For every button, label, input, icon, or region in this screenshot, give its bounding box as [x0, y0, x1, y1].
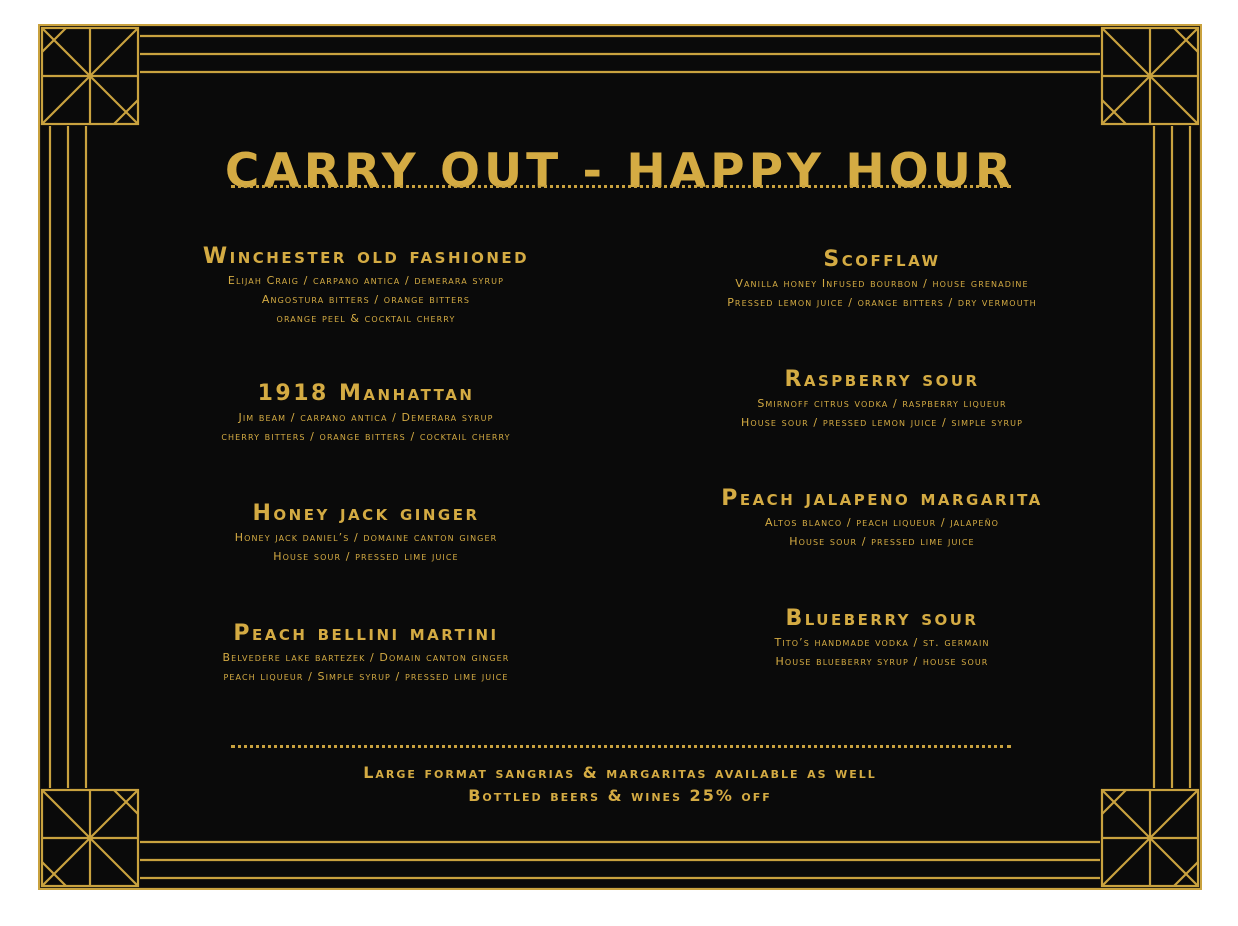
drink-ingredients: orange peel & cocktail cherry — [276, 312, 456, 325]
drink-name: Winchester old fashioned — [202, 244, 530, 269]
drink-ingredients: cherry bitters / orange bitters / cocktail cherry — [221, 430, 511, 443]
drink-ingredients: House sour / pressed lime juice — [789, 535, 975, 548]
drink-peach-jalapeno-margarita — [622, 485, 1142, 551]
drink-name: Honey jack ginger — [252, 501, 480, 526]
drink-name: Peach jalapeno margarita — [721, 486, 1043, 511]
dotted-divider-bottom — [231, 745, 1011, 748]
drink-ingredients: peach liqueur / Simple syrup / pressed lime juice — [223, 670, 509, 683]
drink-ingredients: House blueberry syrup / house sour — [775, 655, 989, 668]
drink-ingredients: Pressed lemon juice / orange bitters / dry vermouth — [727, 296, 1037, 309]
footer-note — [38, 761, 1202, 807]
footer-line-bottled: Bottled beers & wines 25% off — [468, 786, 772, 805]
corner-ornament-top-right — [1102, 28, 1198, 124]
drink-name: 1918 Manhattan — [257, 381, 475, 406]
drink-peach-bellini-martini — [106, 620, 626, 686]
drink-ingredients: Altos blanco / peach liqueur / jalapeño — [764, 516, 1000, 529]
drink-ingredients: Vanilla honey Infused bourbon / house grenadine — [735, 277, 1029, 290]
drink-scofflaw — [622, 246, 1142, 312]
drink-name: Blueberry sour — [785, 606, 979, 631]
menu-board — [38, 24, 1202, 890]
drink-ingredients: Jim beam / carpano antica / Demerara syrup — [238, 411, 494, 424]
drink-ingredients: House sour / pressed lime juice — [273, 550, 459, 563]
drink-ingredients: Tito’s handmade vodka / st. germain — [774, 636, 990, 649]
drink-winchester-old-fashioned — [106, 243, 626, 328]
drink-name: Raspberry sour — [784, 367, 980, 392]
drink-honey-jack-ginger — [106, 500, 626, 566]
dotted-divider-top — [231, 185, 1011, 188]
drink-ingredients: House sour / pressed lemon juice / simple syrup — [740, 416, 1024, 429]
drink-ingredients: Angostura bitters / orange bitters — [261, 293, 471, 306]
drink-blueberry-sour — [622, 605, 1142, 671]
drink-ingredients: Honey jack daniel’s / domaine canton ginger — [234, 531, 498, 544]
drink-1918-manhattan — [106, 380, 626, 446]
corner-ornament-top-left — [42, 28, 138, 124]
footer-line-sangrias: Large format sangrias & margaritas available as well — [363, 763, 877, 782]
page-title: CARRY OUT - HAPPY HOUR — [224, 144, 1016, 199]
drink-raspberry-sour — [622, 366, 1142, 432]
drink-ingredients: Belvedere lake bartezek / Domain canton ginger — [222, 651, 510, 664]
drink-ingredients: Elijah Craig / carpano antica / demerara syrup — [227, 274, 505, 287]
drink-ingredients: Smirnoff citrus vodka / raspberry liqueur — [757, 397, 1007, 410]
drink-name: Scofflaw — [823, 247, 941, 272]
drink-name: Peach bellini martini — [233, 621, 499, 646]
